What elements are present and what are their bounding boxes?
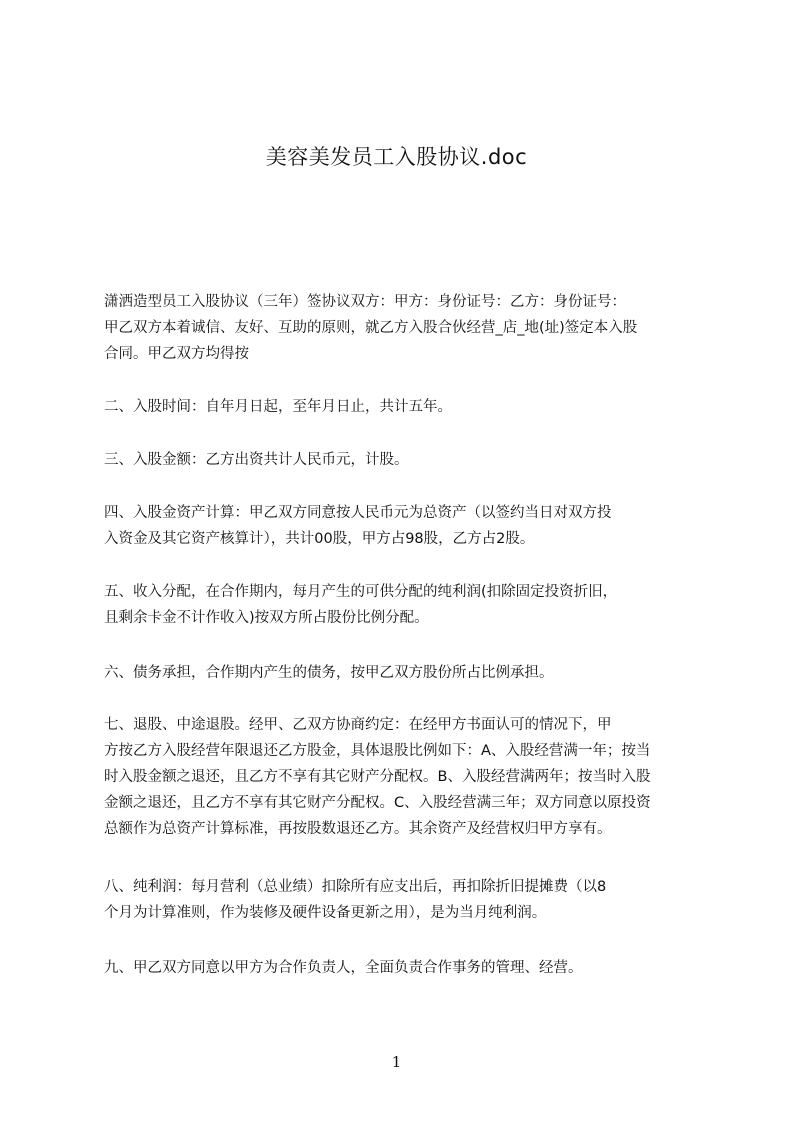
paragraph-clause-2 bbox=[104, 394, 700, 420]
text-line: 潇洒造型员工入股协议（三年）签协议双方：甲方：身份证号：乙方：身份证号： bbox=[104, 294, 626, 310]
text-line: 金额之退还，且乙方不享有其它财产分配权。C、入股经营满三年；双方同意以原投资 bbox=[104, 795, 651, 811]
text-line: 八、纯利润：每月营利（总业绩）扣除所有应支出后，再扣除折旧提摊费（以8 bbox=[104, 879, 607, 895]
paragraph-clause-6 bbox=[104, 660, 700, 686]
text-line: 六、债务承担，合作期内产生的债务，按甲乙双方股份所占比例承担。 bbox=[104, 665, 554, 681]
paragraph-clause-3 bbox=[104, 447, 700, 473]
paragraph-clause-9 bbox=[104, 955, 700, 981]
text-line: 九、甲乙双方同意以甲方为合作负责人，全面负责合作事务的管理、经营。 bbox=[104, 960, 583, 976]
text-line: 合同。甲乙双方均得按 bbox=[104, 346, 249, 362]
text-line: 个月为计算准则，作为装修及硬件设备更新之用），是为当月纯利润。 bbox=[104, 905, 547, 921]
text-line: 且剩余卡金不计作收入)按双方所占股份比例分配。 bbox=[104, 610, 429, 626]
text-line: 入资金及其它资产核算计），共计00股，甲方占98股，乙方占2股。 bbox=[104, 531, 535, 547]
text-line: 方按乙方入股经营年限退还乙方股金，具体退股比例如下：A、入股经营满一年；按当 bbox=[104, 743, 651, 759]
paragraph-clause-4 bbox=[104, 500, 700, 552]
text-line: 五、收入分配，在合作期内，每月产生的可供分配的纯利润(扣除固定投资折旧， bbox=[104, 584, 618, 600]
paragraph-clause-5 bbox=[104, 579, 700, 631]
paragraph-clause-7 bbox=[104, 712, 700, 842]
page-number: 1 bbox=[391, 1053, 402, 1071]
text-line: 总额作为总资产计算标准，再按股数退还乙方。其余资产及经营权归甲方享有。 bbox=[104, 821, 612, 837]
document-title: 美容美发员工入股协议.doc bbox=[265, 145, 528, 169]
text-line: 七、退股、中途退股。经甲、乙双方协商约定：在经甲方书面认可的情况下，甲 bbox=[104, 717, 612, 733]
paragraph-clause-8 bbox=[104, 874, 700, 926]
text-line: 四、入股金资产计算：甲乙双方同意按人民币元为总资产（以签约当日对双方投 bbox=[104, 505, 612, 521]
text-line: 甲乙双方本着诚信、友好、互助的原则，就乙方入股合伙经营_店_地(址)签定本入股 bbox=[104, 320, 638, 336]
text-line: 三、入股金额：乙方出资共计人民币元，计股。 bbox=[104, 452, 409, 468]
text-line: 二、入股时间：自年月日起，至年月日止，共计五年。 bbox=[104, 399, 452, 415]
paragraph-preamble bbox=[104, 289, 700, 367]
text-line: 时入股金额之退还，且乙方不享有其它财产分配权。B、入股经营满两年；按当时入股 bbox=[104, 769, 651, 785]
